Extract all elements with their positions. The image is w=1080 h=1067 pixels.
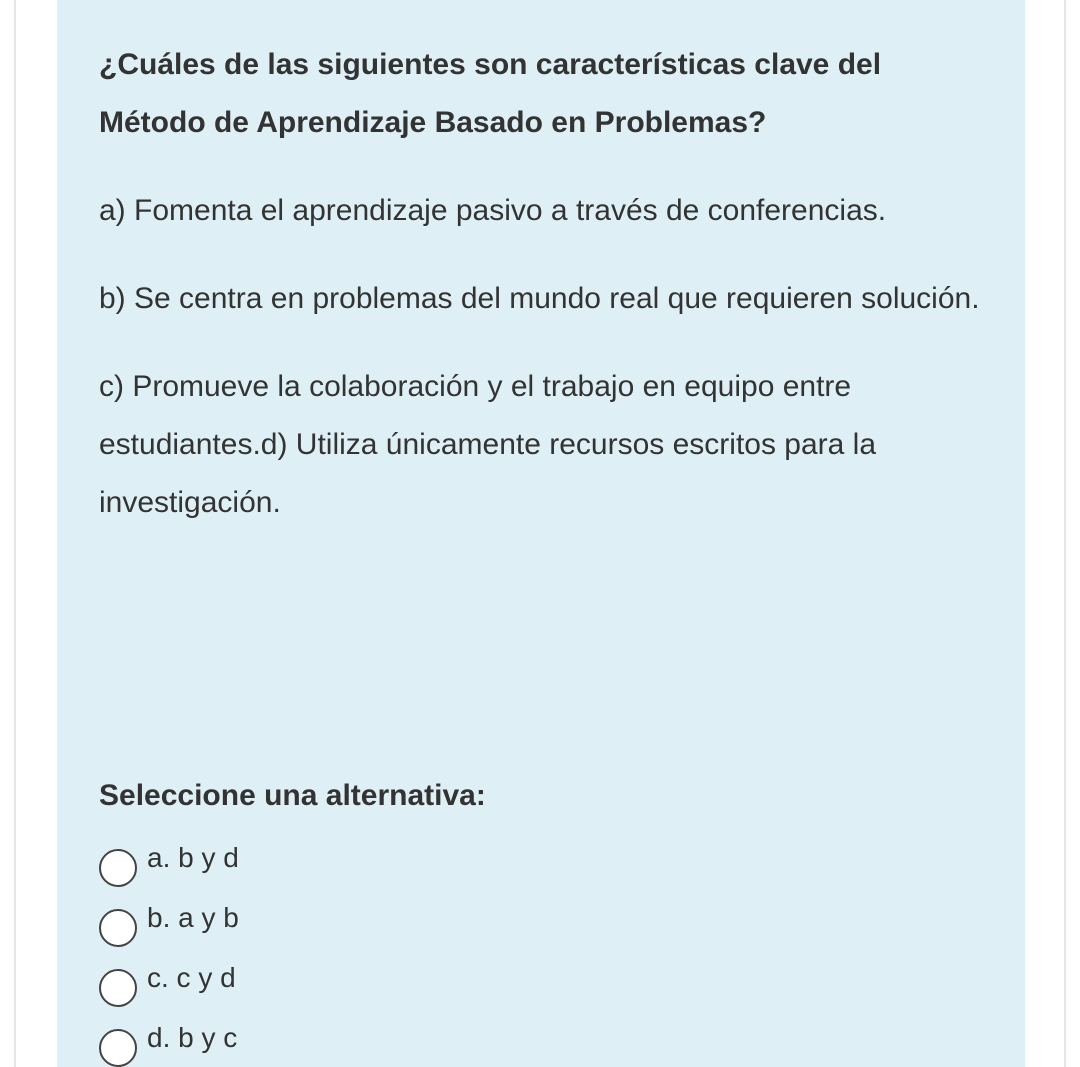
- choice-d-label[interactable]: d. b y c: [147, 1022, 238, 1053]
- radio-button-a[interactable]: [99, 849, 137, 887]
- choice-c-label[interactable]: c. c y d: [147, 962, 236, 993]
- right-border-line: [1064, 0, 1066, 1067]
- question-text: ¿Cuáles de las siguientes son características clave del Método de Aprendizaje Basado en Problemas?: [99, 48, 882, 139]
- question-card: [57, 0, 1025, 1067]
- statement-c-d: c) Promueve la colaboración y el trabajo en equipo entre estudiantes.d) Utiliza únicamente recursos escritos para la investigación.: [99, 370, 877, 519]
- choice-d[interactable]: [99, 1011, 979, 1067]
- statement-a: a) Fomenta el aprendizaje pasivo a través de conferencias.: [99, 194, 887, 227]
- choice-b[interactable]: [99, 891, 979, 951]
- radio-button-d[interactable]: [99, 1029, 137, 1067]
- choice-a-label[interactable]: a. b y d: [147, 842, 239, 873]
- choice-b-label[interactable]: b. a y b: [147, 902, 239, 933]
- left-border-line: [14, 0, 16, 1067]
- choice-c[interactable]: [99, 951, 979, 1011]
- radio-button-c[interactable]: [99, 969, 137, 1007]
- answer-prompt: Seleccione una alternativa:: [99, 779, 486, 812]
- answer-block: [99, 771, 979, 1067]
- choice-a[interactable]: [99, 831, 979, 891]
- statement-b: b) Se centra en problemas del mundo real que requieren solución.: [99, 282, 980, 315]
- radio-button-b[interactable]: [99, 909, 137, 947]
